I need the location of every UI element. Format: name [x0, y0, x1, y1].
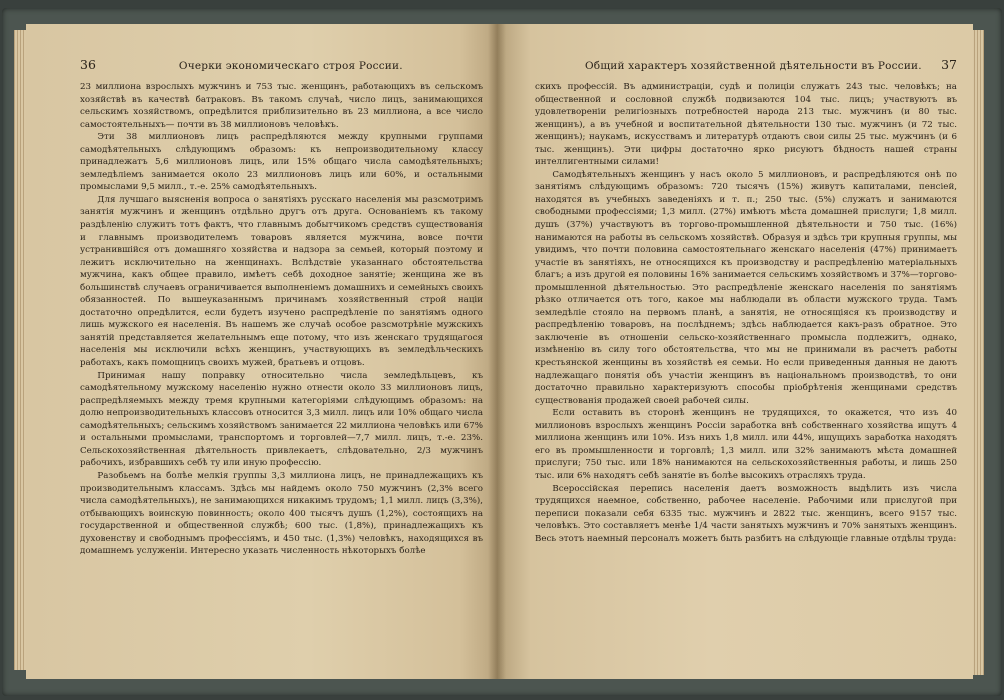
paragraph: Самодѣятельныхъ женщинъ у насъ около 5 миллионовъ, и распредѣляются онѣ по занятiямъ слѣдующимъ образомъ: 720 тысячъ (15%) живутъ капиталами, пенсiей, находятся въ учебныхъ заведенiяхъ и т. п.; 250 тыс. (5%) служатъ и занимаются свободными профессiями; 1,3 милл. (27%) имѣютъ мѣста домашней прислуги; 1,8 милл. душъ (37%) участвуютъ въ торгово-промышленной дѣятельности и 750 тыс. (16%) нанимаются на работы въ сельскомъ хозяйствѣ. Образуя и здѣсь три крупныя группы, мы увидимъ, что почти половина самостоятельнаго женскаго населенiя (47%) принимаетъ участiе въ занятiяхъ, не относящихся къ производству и распредѣленiю матерiальныхъ благъ; а изъ другой ея половины 16% занимается сельскимъ хозяйствомъ и 37%—торгово-промышленной дѣятельностью. Это распредѣленiе женскаго населенiя по занятiямъ рѣзко отличается отъ того, какое мы наблюдали въ области мужского труда. Тамъ земледѣлiе стояло на первомъ планѣ, а занятiя, не относящiяся къ производству и распредѣленiю товаровъ, на послѣднемъ; здѣсь наблюдается какъ-разъ обратное. Это заключенiе въ отношенiи сельско-хозяйственнаго промысла подлежитъ, однако, измѣненiю въ силу того обстоятельства, что мы не принимали въ расчетъ работы крестьянской женщины въ хозяйствѣ ея семьи. Но если приведенныя данныя не даютъ надлежащаго понятiя объ участiи женщинъ въ нацiональномъ производствѣ, то они достаточно правильно характеризуютъ способы прiобрѣтенiя женщинами средствъ существованiя продажей своей рабочей силы. — [535, 169, 957, 406]
right-page-text — [535, 81, 957, 545]
paragraph: Принимая нашу поправку относительно числа земледѣльцевъ, къ самодѣятельному мужскому населенiю нужно отнести около 33 миллионовъ лицъ, распредѣляемыхъ между тремя крупными категорiями слѣдующимъ образомъ: на долю непроизводительныхъ классовъ относится 3,3 милл. лицъ или 10% общаго числа самодѣятельныхъ; сельскимъ хозяйствомъ занимается 22 миллиона человѣкъ или 67% и остальными промыслами, транспортомъ и торговлей—7,7 милл. лицъ, т.-е. 23%. Сельскохозяйственная дѣятельность привлекаетъ, слѣдовательно, 2/3 мужчинъ рабочихъ, избравшихъ себѣ ту или иную профессiю. — [80, 370, 483, 469]
left-page-number: 36 — [80, 57, 96, 72]
paragraph: Если оставить въ сторонѣ женщинъ не трудящихся, то окажется, что изъ 40 миллионовъ взрослыхъ женщинъ Россiи заработка внѣ собственнаго хозяйства ищутъ 4 миллиона женщинъ или 10%. Изъ нихъ 1,8 милл. или 44%, ищущихъ заработка находятъ его въ промышленности и торговлѣ; 1,3 милл. или 32% занимаютъ мѣста домашней прислуги; 750 тыс. или 18% нанимаются на сельскохозяйственныя работы, и лишь 250 тыс. или 6% находятъ себѣ занятiе въ болѣе высокихъ отрасляхъ труда. — [535, 408, 957, 481]
left-running-title: Очерки экономическаго строя России. — [178, 60, 403, 72]
left-page-text — [80, 81, 483, 558]
paragraph: Разобьемъ на болѣе мелкiя группы 3,3 миллиона лицъ, не принадлежащихъ къ производительнымъ классамъ. Здѣсь мы найдемъ около 750 мужчинъ (2,3% всего числа самодѣятельныхъ), не занимающихся никакимъ трудомъ; 1,1 милл. лицъ (3,3%), отбывающихъ воинскую повинность; около 400 тысячъ душъ (1,2%), состоящихъ на государственной и общественной службѣ; 600 тыс. (1,8%), принадлежащихъ къ духовенству и свободнымъ профессiямъ, и 450 тыс. (1,3%) человѣкъ, находящихся въ домашнемъ услуженiи. Интересно указать численность нѣкоторыхъ болѣе — [80, 470, 483, 557]
paragraph: Для лучшаго выясненiя вопроса о занятiяхъ русскаго населенiя мы разсмотримъ занятiя мужчинъ и женщинъ отдѣльно другъ отъ друга. Основанiемъ къ такому раздѣленiю служитъ тотъ фактъ, что главнымъ добытчикомъ средствъ существованiя и главнымъ производителемъ товаровъ является мужчина, вовсе почти устранившiйся отъ домашняго хозяйства и надзора за семьей, который поэтому и лежитъ исключительно на женщинахъ. Вслѣдствiе указаннаго обстоятельства мужчина, какъ общее правило, имѣетъ себѣ доходное занятiе; женщина же въ большинствѣ случаевъ ограничивается выполненiемъ домашнихъ и семейныхъ своихъ обязанностей. По вышеуказаннымъ причинамъ хозяйственный строй нацiи достаточно опредѣлится, если будетъ изучено распредѣленiе по занятiямъ одного лишь мужского ея населенiя. Въ нашемъ же случаѣ особое разсмотрѣнiе мужскихъ занятiй представляется желательнымъ еще потому, что изъ женскаго трудящагося населенiя мы исключили всѣхъ женщинъ, участвующихъ въ земледѣльческихъ работахъ, какъ помощницъ своихъ мужей, братьевъ и отцовъ. — [80, 194, 483, 369]
book-gutter — [488, 24, 506, 679]
paragraph: Эти 38 миллионовъ лицъ распредѣляются между крупными группами самодѣятельныхъ слѣдующимъ образомъ: къ непроизводительному классу принадлежатъ 5,6 миллионовъ лицъ, или 15% общаго числа самодѣятельныхъ; земледѣлiемъ занимается около 23 миллионовъ лицъ или 60%, и остальными промыслами 9,5 милл., т.-е. 25% самодѣятельныхъ. — [80, 132, 483, 193]
paragraph: 23 миллиона взрослыхъ мужчинъ и 753 тыс. женщинъ, работающихъ въ сельскомъ хозяйствѣ въ качествѣ батраковъ. Въ такомъ случаѣ, число лицъ, занимающихся сельскимъ хозяйствомъ, опредѣлится приблизительно въ 23 миллиона, а все число самостоятельныхъ— почти въ 38 миллионовъ человѣкъ. — [80, 82, 483, 130]
left-running-head — [80, 58, 483, 73]
right-running-title: Общий характеръ хозяйственной дѣятельности въ России. — [585, 60, 922, 72]
right-running-head — [535, 58, 957, 73]
paragraph: Всероссiйская перепись населенiя даетъ возможность выдѣлить изъ числа трудящихся наемное, собственно, рабочее населенiе. Рабочими или прислугой при переписи показали себя 6335 тыс. мужчинъ и 2822 тыс. женщинъ, всего 9157 тыс. человѣкъ. Это составляетъ менѣе 1/4 части занятыхъ мужчинъ и 70% занятыхъ женщинъ. Весь этотъ наемный персоналъ можетъ быть разбитъ на слѣдующiе главные отдѣлы труда: — [535, 483, 957, 544]
right-page — [497, 24, 973, 679]
left-page — [26, 24, 497, 679]
paragraph: скихъ профессiй. Въ администрацiи, судѣ и полицiи служатъ 243 тыс. человѣкъ; на общественной и сословной службѣ подвизаются 104 тыс. лицъ; участвуютъ въ удовлетворенiи религiозныхъ потребностей народа 213 тыс. мужчинъ (и 80 тыс. женщинъ), а въ учебной и воспитательной дѣятельности 130 тыс. мужчинъ (и 72 тыс. женщинъ); наукамъ, искусствамъ и литературѣ отдаютъ свои силы 25 тыс. мужчинъ (и 6 тыс. женщинъ). Эти цифры достаточно ярко рисуютъ бѣдность нашей страны интеллигентными силами! — [535, 82, 957, 168]
right-page-number: 37 — [941, 57, 957, 72]
page-edges-right — [972, 30, 984, 675]
